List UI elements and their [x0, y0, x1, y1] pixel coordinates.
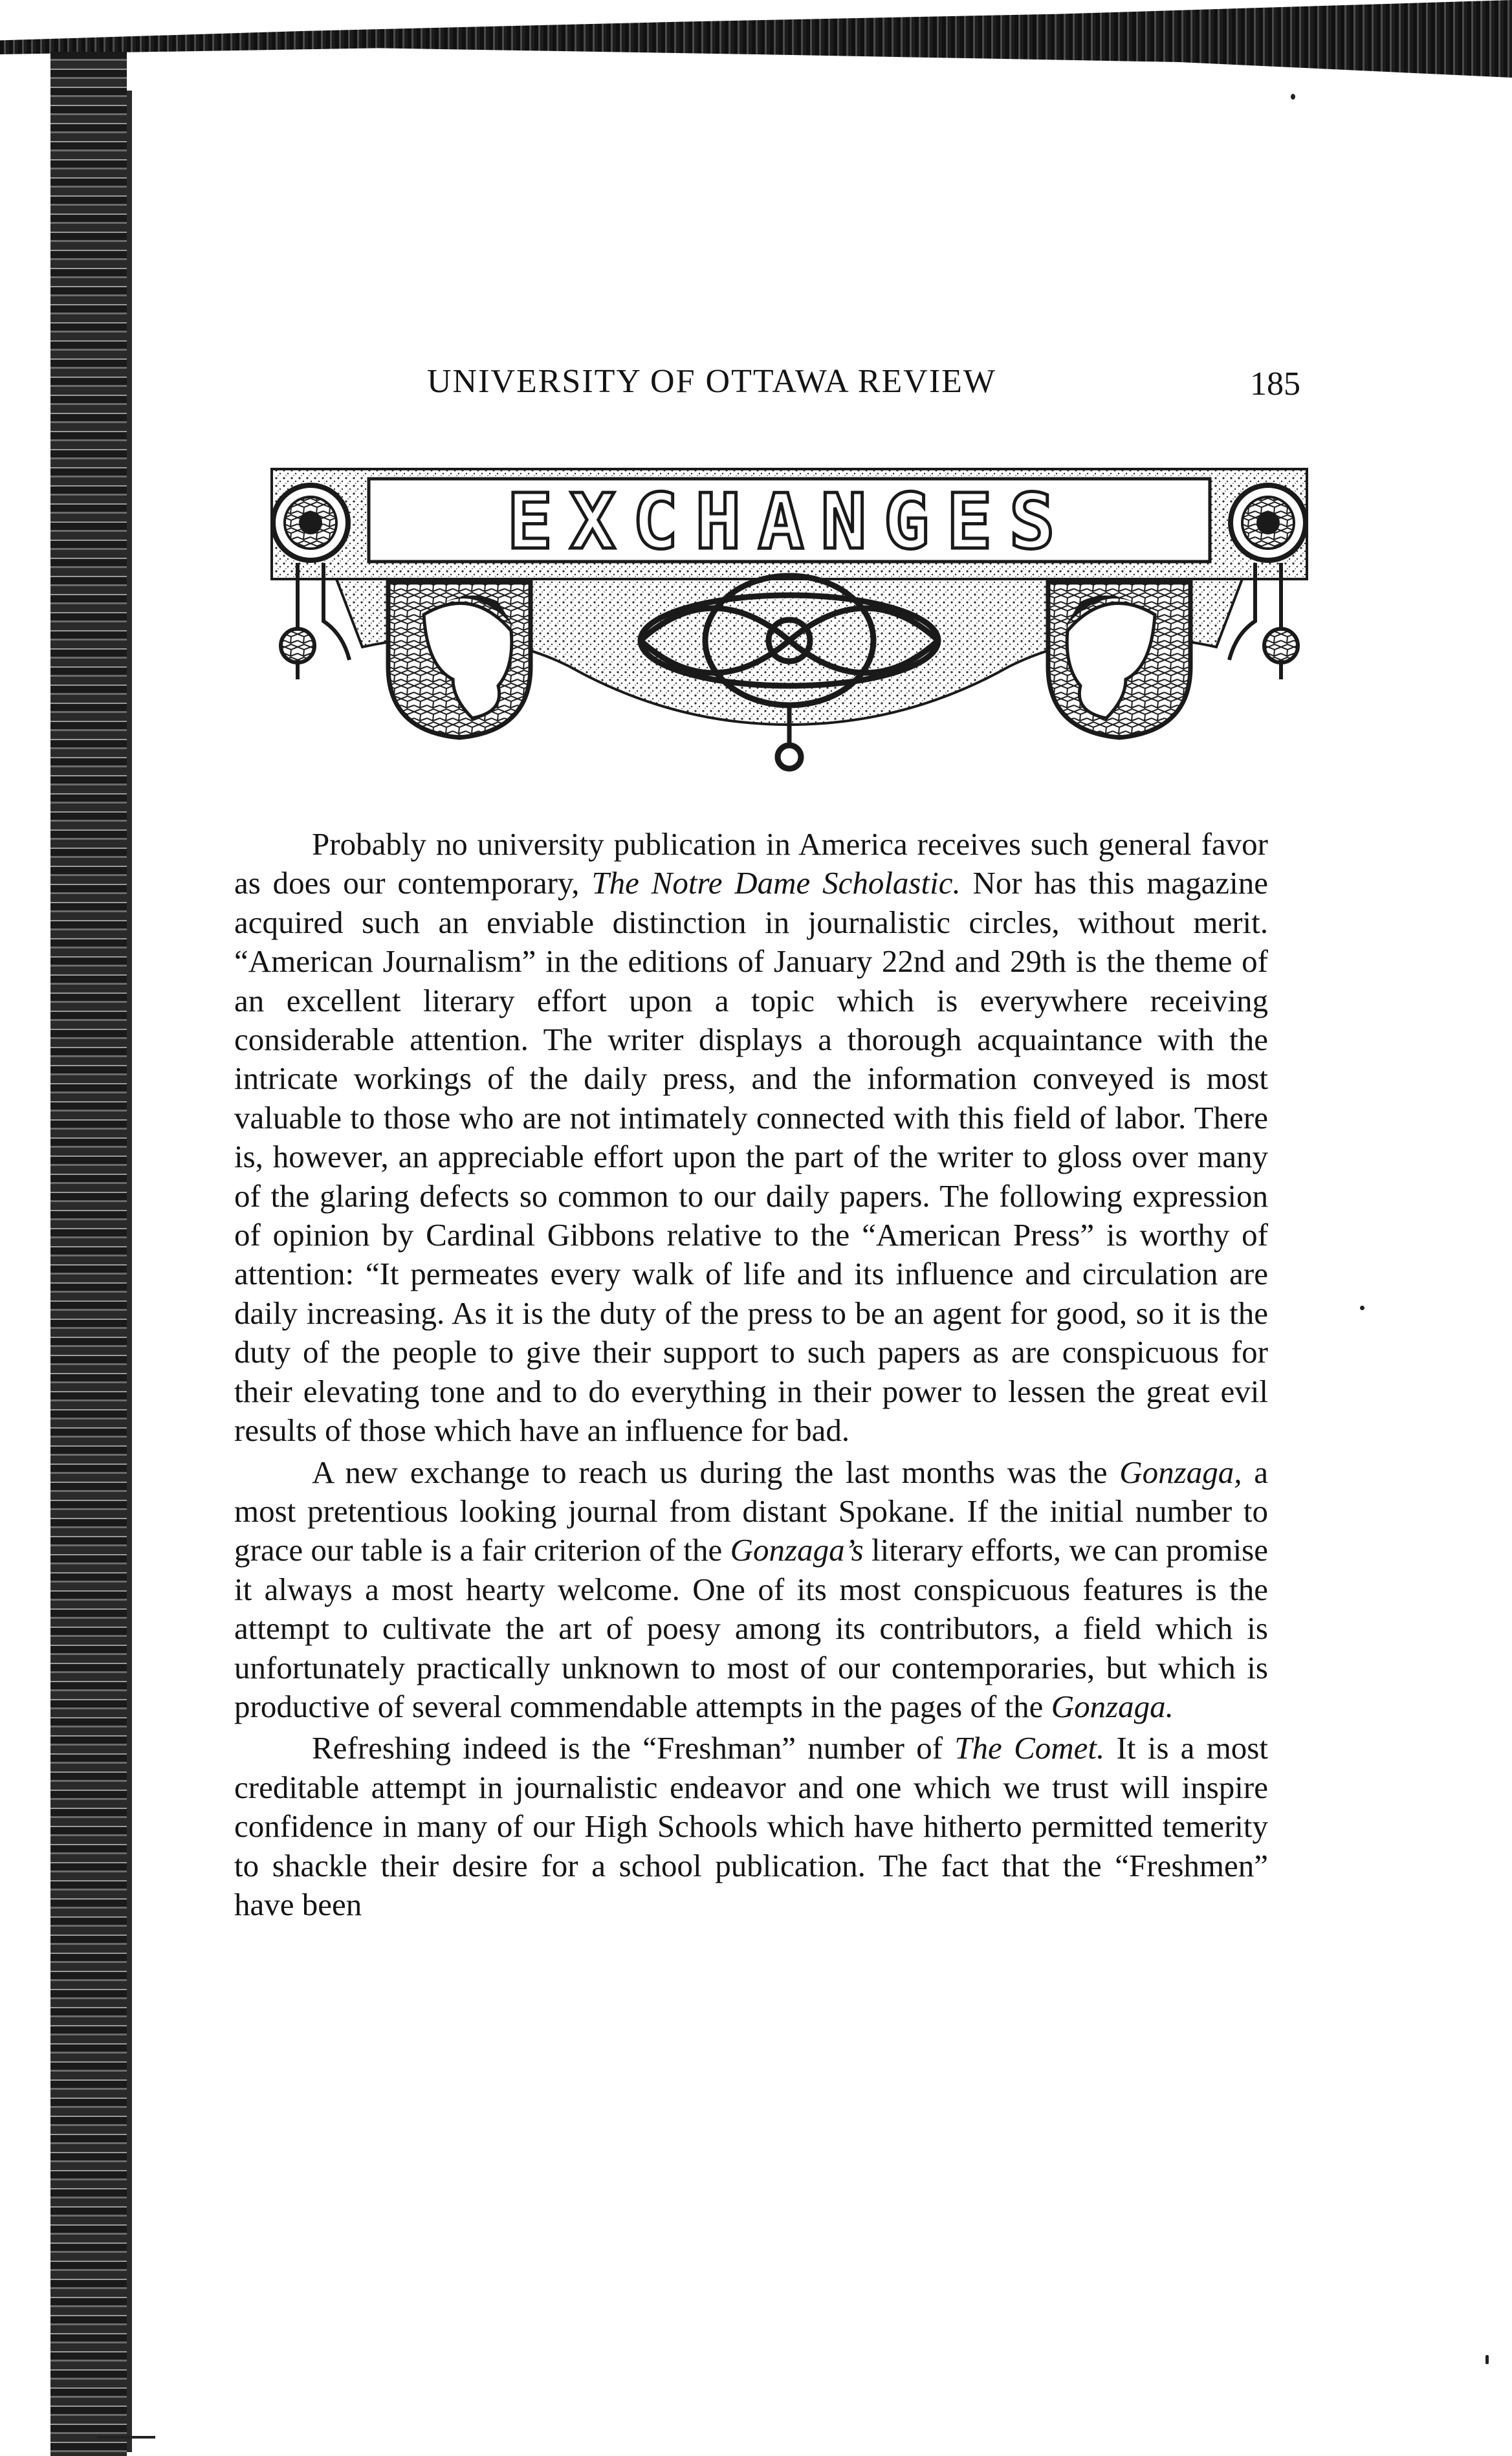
text-run: A new exchange to reach us during the last months was the [312, 1454, 1120, 1490]
exchanges-banner [259, 453, 1320, 789]
right-medallion [1231, 485, 1306, 560]
italic-run: The Notre Dame Scholastic. [591, 865, 961, 901]
right-portrait [1048, 582, 1190, 738]
stray-mark [1485, 2355, 1489, 2364]
paragraph [234, 1453, 1268, 1727]
running-head [427, 362, 1300, 414]
italic-run: The Comet. [954, 1730, 1105, 1766]
text-run: Refreshing indeed is the “Freshman” number of [312, 1730, 955, 1766]
text-run: a most pretentious looking journal from distant Spokane. If the initial number to grace our table is a fair criterion of the [234, 1454, 1268, 1568]
italic-run: Gonzaga’s [730, 1532, 864, 1568]
text-run: It is a most creditable attempt in journalistic endeavor and one which we trust will inspire confidence in many of our High Schools which have hitherto permitted temerity to shackle their desire for a school publication. The fact that the “Freshmen” have been [234, 1730, 1268, 1922]
italic-run: Gonzaga. [1051, 1688, 1174, 1724]
text-run: Probably no university publication in America receives such general favor as does our contemporary, [234, 826, 1268, 901]
page-bottom-edge [97, 2436, 155, 2439]
left-portrait [388, 582, 531, 738]
stray-mark [1291, 94, 1295, 100]
page-left-border [127, 91, 132, 2452]
italic-run: Gonzaga, [1119, 1454, 1242, 1490]
exchanges-article [234, 825, 1268, 1924]
exchanges-ornament [259, 453, 1320, 789]
paragraph [234, 1729, 1268, 1924]
running-title: UNIVERSITY OF OTTAWA REVIEW [427, 363, 996, 400]
scan-left-edge [50, 52, 127, 2456]
paragraph [234, 825, 1268, 1451]
left-medallion [273, 485, 348, 560]
stray-mark [1360, 1306, 1364, 1310]
text-run: literary efforts, we can promise it always a most hearty welcome. One of its most conspicuous features is the attempt to cultivate the art of poesy among its contributors, a field which is unfortunately practically unknown to most of our contemporaries, but which is productive of several commendable attempts in the pages of the [234, 1532, 1269, 1724]
text-run: Nor has this magazine acquired such an enviable distinction in journalistic circles, without merit. “American Journalism” in the editions of January 22nd and 29th is the theme of an excellent literary effort upon a topic which is everywhere receiving considerable attention. The writer displays a thorough acquaintance with the intricate workings of the daily press, and the information conveyed is most valuable to those who are not intimately connected with this field of labor. There is, however, an appreciable effort upon the part of the writer to gloss over many of the glaring defects so common to our daily papers. The following expression of opinion by Cardinal Gibbons relative to the “American Press” is worthy of attention: “It permeates every walk of life and its influence and circulation are daily increasing. As it is the duty of the press to be an agent for good, so it is the duty of the people to give their support to such papers as are conspicuous for their elevating tone and to do everything in their power to lessen the great evil results of those which have an influence for bad. [234, 865, 1268, 1449]
scan-top-edge [0, 0, 1512, 78]
banner-heading: EXCHANGES [507, 477, 1072, 566]
page-number: 185 [1250, 366, 1300, 402]
